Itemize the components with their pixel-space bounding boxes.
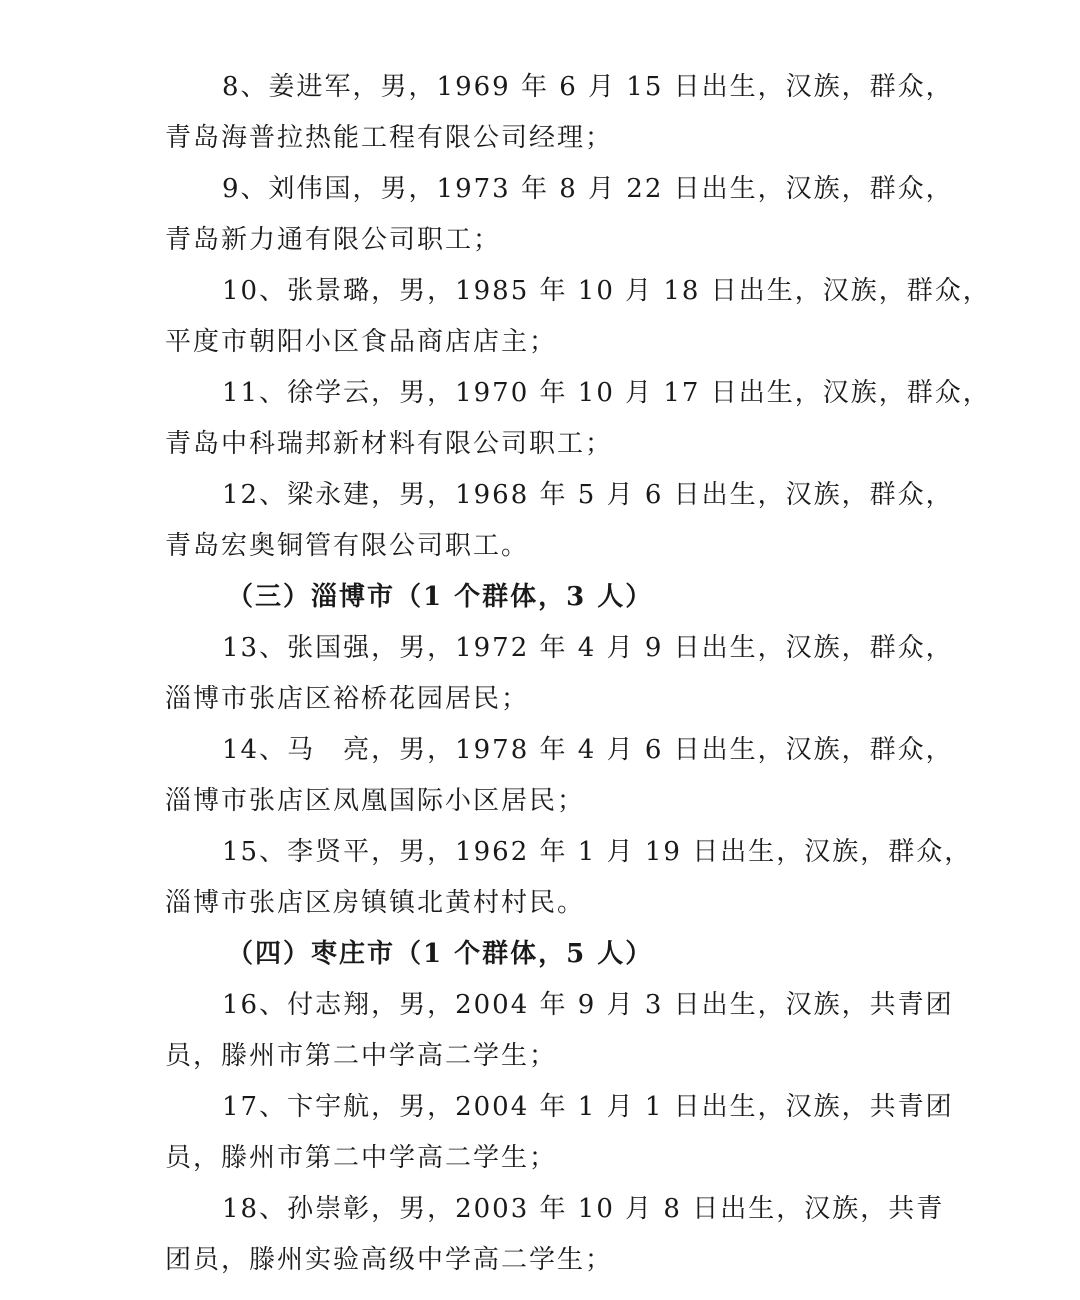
list-item xyxy=(165,1082,954,1184)
entry-line: 员，滕州市第二中学高二学生； xyxy=(165,1041,558,1071)
entry-line: 淄博市张店区房镇镇北黄村村民。 xyxy=(165,888,586,918)
list-item xyxy=(165,368,991,470)
entry-line: 青岛海普拉热能工程有限公司经理； xyxy=(165,123,614,153)
list-item xyxy=(165,164,954,266)
entry-line: 8、姜进军，男，1969 年 6 月 15 日出生，汉族，群众， xyxy=(222,72,954,102)
entry-line: 青岛宏奥铜管有限公司职工。 xyxy=(165,531,530,561)
entry-line: 15、李贤平，男，1962 年 1 月 19 日出生，汉族，群众， xyxy=(222,837,973,867)
entry-line: 12、梁永建，男，1968 年 5 月 6 日出生，汉族，群众， xyxy=(222,480,954,510)
list-item xyxy=(165,470,954,572)
entry-line: 淄博市张店区裕桥花园居民； xyxy=(165,684,530,714)
entry-line: 平度市朝阳小区食品商店店主； xyxy=(165,327,558,357)
section-heading: （三）淄博市（1 个群体，3 人） xyxy=(227,582,654,612)
entry-line: 淄博市张店区凤凰国际小区居民； xyxy=(165,786,586,816)
entry-line: 11、徐学云，男，1970 年 10 月 17 日出生，汉族，群众， xyxy=(222,378,991,408)
document-page xyxy=(165,62,991,1286)
entry-line: 16、付志翔，男，2004 年 9 月 3 日出生，汉族，共青团 xyxy=(222,990,954,1020)
list-item xyxy=(165,980,954,1082)
entry-line: 17、卞宇航，男，2004 年 1 月 1 日出生，汉族，共青团 xyxy=(222,1092,954,1122)
list-item xyxy=(165,725,954,827)
entry-line: 14、马 亮，男，1978 年 4 月 6 日出生，汉族，群众， xyxy=(222,735,954,765)
list-item xyxy=(165,623,954,725)
entry-line: 团员，滕州实验高级中学高二学生； xyxy=(165,1245,614,1275)
list-item xyxy=(165,62,954,164)
list-item xyxy=(165,1184,945,1286)
entry-line: 员，滕州市第二中学高二学生； xyxy=(165,1143,558,1173)
section-heading: （四）枣庄市（1 个群体，5 人） xyxy=(227,939,654,969)
entry-line: 10、张景璐，男，1985 年 10 月 18 日出生，汉族，群众， xyxy=(222,276,991,306)
entry-line: 13、张国强，男，1972 年 4 月 9 日出生，汉族，群众， xyxy=(222,633,954,663)
entry-line: 18、孙崇彰，男，2003 年 10 月 8 日出生，汉族，共青 xyxy=(222,1194,945,1224)
list-item xyxy=(165,827,973,929)
entry-line: 9、刘伟国，男，1973 年 8 月 22 日出生，汉族，群众， xyxy=(222,174,954,204)
entry-line: 青岛中科瑞邦新材料有限公司职工； xyxy=(165,429,614,459)
entry-line: 青岛新力通有限公司职工； xyxy=(165,225,502,255)
list-item xyxy=(165,266,991,368)
